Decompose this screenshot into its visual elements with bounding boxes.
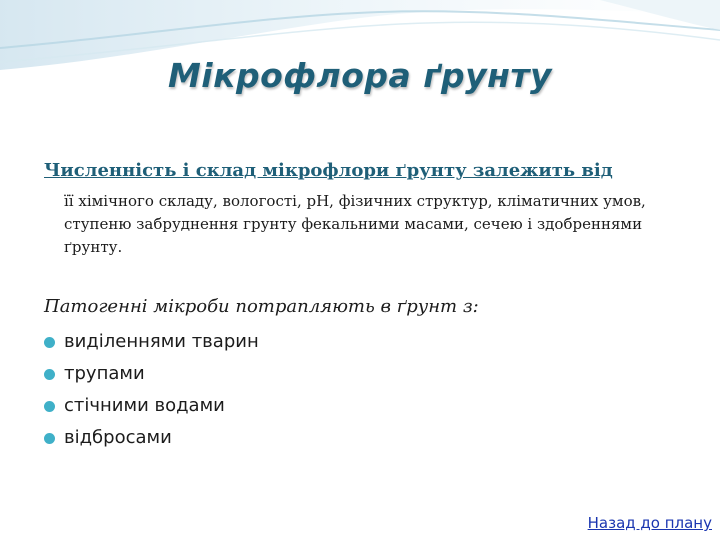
- list-item-label: відбросами: [64, 427, 172, 448]
- list-item: [44, 326, 259, 358]
- list-item-label: трупами: [64, 363, 145, 384]
- bullet-dot-icon: [44, 401, 55, 412]
- slide-title: Мікрофлора ґрунту: [167, 56, 553, 95]
- bullet-dot-icon: [44, 369, 55, 380]
- bullet-dot-icon: [44, 433, 55, 444]
- list-item: [44, 390, 259, 422]
- bullet-list: [44, 326, 259, 454]
- back-to-plan-link[interactable]: Назад до плану: [587, 514, 712, 532]
- body-paragraph: її хімічного складу, вологості, рН, фізичних структур, кліматичних умов, ступеню забруднення грунту фекальними масами, сечею і здобреннями ґрунту.: [64, 192, 646, 256]
- lead-sentence: Численність і склад мікрофлори ґрунту залежить від: [44, 160, 613, 181]
- pathogens-subheading: Патогенні мікроби потрапляють в ґрунт з:: [44, 296, 479, 317]
- bullet-dot-icon: [44, 337, 55, 348]
- list-item: [44, 422, 259, 454]
- list-item-label: виділеннями тварин: [64, 331, 259, 352]
- list-item-label: стічними водами: [64, 395, 225, 416]
- list-item: [44, 358, 259, 390]
